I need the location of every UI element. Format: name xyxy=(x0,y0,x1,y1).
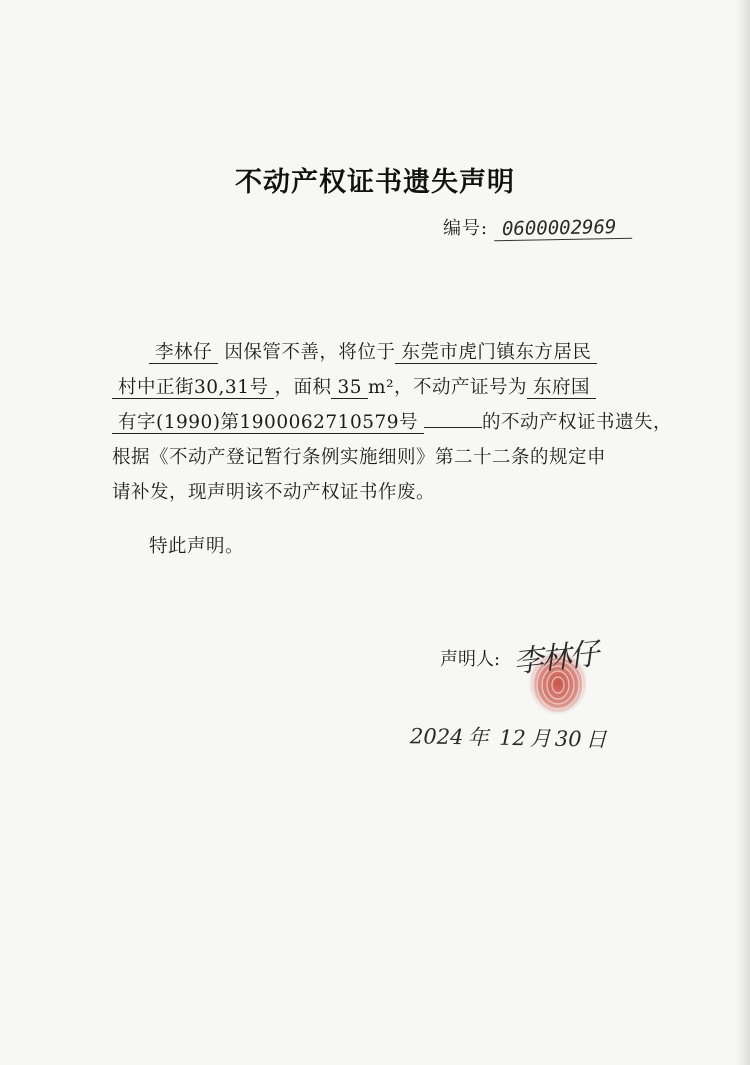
serial-label: 编号: xyxy=(443,218,489,239)
handwritten-signature: 李林仔 xyxy=(511,636,599,681)
date-month-unit: 月 xyxy=(529,726,552,751)
date-day-unit: 日 xyxy=(585,727,607,752)
closing-notice: 特此声明。 xyxy=(149,536,245,557)
paragraph-line-4: 根据《不动产登记暂行条例实施细则》第二十二条的规定申 xyxy=(112,447,607,468)
address-part-1: 东莞市虎门镇东方居民 xyxy=(395,342,597,364)
area-value: 35 xyxy=(331,377,368,399)
serial-number xyxy=(443,214,632,240)
text-segment: 因保管不善，将位于 xyxy=(218,342,396,363)
date-year: 2024 xyxy=(409,724,464,750)
blank-underline xyxy=(424,409,482,428)
paragraph-line-2 xyxy=(112,370,672,405)
serial-value: 0600002969 xyxy=(494,216,632,241)
date-day: 30 xyxy=(554,726,582,752)
owner-name: 李林仔 xyxy=(149,342,218,364)
certificate-part-2: 有字(1990)第1900062710579号 xyxy=(112,412,424,434)
paragraph-line-1 xyxy=(112,335,672,370)
text-segment: 的不动产权证书遗失， xyxy=(482,412,673,433)
text-segment: ，不动产证号为 xyxy=(394,377,528,398)
date-year-unit: 年 xyxy=(467,725,489,750)
document-title: 不动产权证书遗失声明 xyxy=(235,167,515,198)
paragraph-line-5: 请补发，现声明该不动产权证书作废。 xyxy=(112,482,436,503)
declarant-label: 声明人: xyxy=(440,649,501,670)
area-unit: m² xyxy=(368,377,394,398)
date-month: 12 xyxy=(498,725,527,751)
handwritten-date xyxy=(410,720,611,753)
paragraph-line-3 xyxy=(112,405,672,440)
address-part-2: 村中正街30,31号 xyxy=(112,377,274,399)
text-segment: ，面积 xyxy=(274,377,332,398)
certificate-part-1: 东府国 xyxy=(527,377,596,399)
statement-paragraph xyxy=(112,335,672,510)
